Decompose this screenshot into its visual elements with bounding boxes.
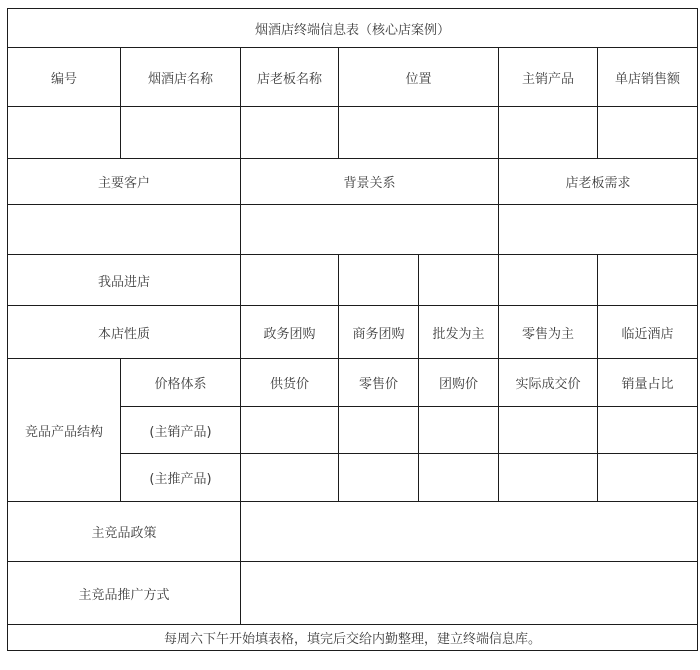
blank-location-cell [339, 107, 499, 159]
label-price-system: 价格体系 [121, 359, 241, 407]
footer-note: 每周六下午开始填表格，填完后交给内勤整理，建立终端信息库。 [8, 625, 698, 651]
blank-main-product-cell [499, 107, 598, 159]
store-nature-row [8, 306, 698, 359]
blank-entry-cell-4 [499, 255, 598, 306]
blank-owner-name-cell [241, 107, 339, 159]
blank-entry-cell-3 [419, 255, 499, 306]
blank-store-sales-cell [598, 107, 698, 159]
footer-row [8, 625, 698, 651]
label-our-product-entry: 我品进店 [8, 255, 241, 306]
price-col-actual: 实际成交价 [499, 359, 598, 407]
blank-main-customers-cell [8, 205, 241, 255]
label-owner-needs: 店老板需求 [499, 159, 698, 205]
option-wholesale: 批发为主 [419, 306, 499, 359]
header-store-sales: 单店销售额 [598, 48, 698, 107]
header-main-product: 主销产品 [499, 48, 598, 107]
blank-entry-cell-1 [241, 255, 339, 306]
label-main-customers: 主要客户 [8, 159, 241, 205]
label-main-sale-product: (主销产品) [121, 407, 241, 454]
header-id: 编号 [8, 48, 121, 107]
label-competitor-structure: 竞品产品结构 [8, 359, 121, 502]
header-owner-name: 店老板名称 [241, 48, 339, 107]
terminal-info-table [7, 8, 698, 651]
blank-entry-cell-2 [339, 255, 419, 306]
blank-header-values-row [8, 107, 698, 159]
blank-id-cell [8, 107, 121, 159]
price-col-retail: 零售价 [339, 359, 419, 407]
blank-entry-cell-5 [598, 255, 698, 306]
option-government-group-buy: 政务团购 [241, 306, 339, 359]
label-competitor-policy: 主竞品政策 [8, 502, 241, 562]
label-main-push-product: (主推产品) [121, 454, 241, 502]
blank-main-push-share-cell [598, 454, 698, 502]
header-row [8, 48, 698, 107]
competitor-policy-row [8, 502, 698, 562]
title-row [8, 9, 698, 48]
blank-main-push-group-cell [419, 454, 499, 502]
blank-main-sale-retail-cell [339, 407, 419, 454]
blank-customer-values-row [8, 205, 698, 255]
option-near-hotel: 临近酒店 [598, 306, 698, 359]
label-competitor-promotion: 主竞品推广方式 [8, 562, 241, 625]
blank-main-sale-share-cell [598, 407, 698, 454]
option-business-group-buy: 商务团购 [339, 306, 419, 359]
header-location: 位置 [339, 48, 499, 107]
header-store-name: 烟酒店名称 [121, 48, 241, 107]
blank-owner-needs-cell [499, 205, 698, 255]
label-background-relations: 背景关系 [241, 159, 499, 205]
price-col-group: 团购价 [419, 359, 499, 407]
blank-main-sale-actual-cell [499, 407, 598, 454]
blank-main-sale-supply-cell [241, 407, 339, 454]
blank-store-name-cell [121, 107, 241, 159]
price-col-supply: 供货价 [241, 359, 339, 407]
blank-main-sale-group-cell [419, 407, 499, 454]
blank-competitor-promotion-cell [241, 562, 698, 625]
label-store-nature: 本店性质 [8, 306, 241, 359]
price-system-row [8, 359, 698, 407]
blank-main-push-supply-cell [241, 454, 339, 502]
blank-background-relations-cell [241, 205, 499, 255]
competitor-promotion-row [8, 562, 698, 625]
blank-main-push-retail-cell [339, 454, 419, 502]
price-col-volume-share: 销量占比 [598, 359, 698, 407]
table-title: 烟酒店终端信息表（核心店案例） [8, 9, 698, 48]
option-retail: 零售为主 [499, 306, 598, 359]
customer-section-row [8, 159, 698, 205]
our-product-entry-row [8, 255, 698, 306]
blank-main-push-actual-cell [499, 454, 598, 502]
blank-competitor-policy-cell [241, 502, 698, 562]
